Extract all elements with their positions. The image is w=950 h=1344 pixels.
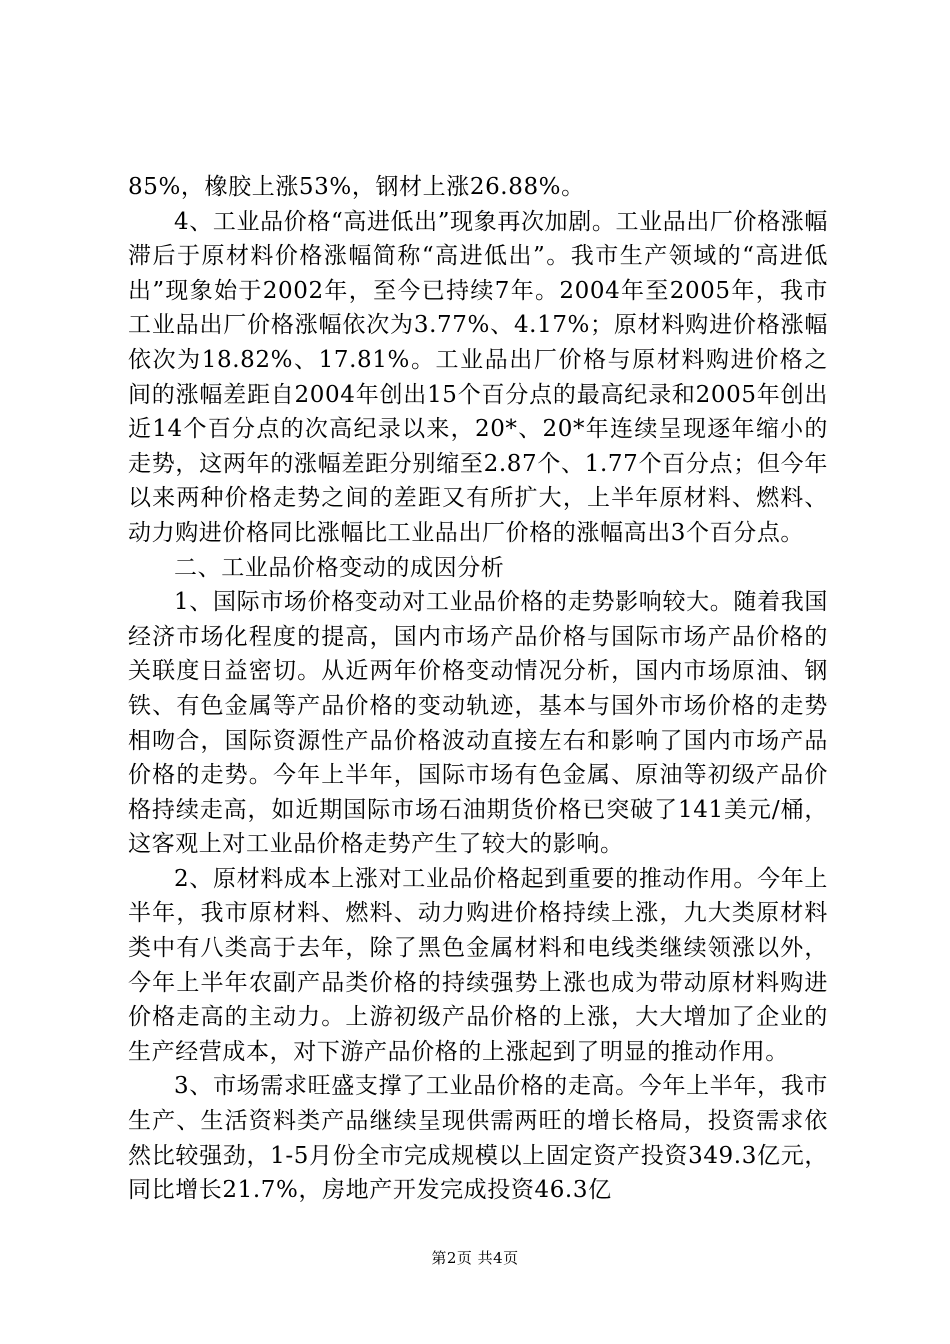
paragraph-international-market: 1、国际市场价格变动对工业品价格的走势影响较大。随着我国经济市场化程度的提高，国内市场产品价格与国际市场产品价格的关联度日益密切。从近两年价格变动情况分析，国内市场原油、钢铁、有色金属等产品价格的变动轨迹，基本与国外市场价格的走势相吻合，国际资源性产品价格波动直接左右和影响了国内市场产品价格的走势。今年上半年，国际市场有色金属、原油等初级产品价格持续走高，如近期国际市场石油期货价格已突破了141美元/桶，这客观上对工业品价格走势产生了较大的影响。 <box>128 589 828 858</box>
paragraph-market-demand: 3、市场需求旺盛支撑了工业品价格的走高。今年上半年，我市生产、生活资料类产品继续呈现供需两旺的增长格局，投资需求依然比较强劲，1-5月份全市完成规模以上固定资产投资349.3亿元，同比增长21.7%，房地产开发完成投资46.3亿 <box>128 1073 828 1204</box>
page-total: 共4页 <box>477 1249 519 1267</box>
section-heading-cause-analysis: 二、工业品价格变动的成因分析 <box>174 554 505 581</box>
document-body <box>128 170 828 1208</box>
page-number: 第2页 <box>431 1249 473 1267</box>
paragraph-high-in-low-out: 4、工业品价格“高进低出”现象再次加剧。工业品出厂价格涨幅滞后于原材料价格涨幅简称“高进低出”。我市生产领域的“高进低出”现象始于2002年，至今已持续7年。2004年至2005年，我市工业品出厂价格涨幅依次为3.77%、4.17%；原材料购进价格涨幅依次为18.82%、17.81%。工业品出厂价格与原材料购进价格之间的涨幅差距自2004年创出15个百分点的最高纪录和2005年创出近14个百分点的次高纪录以来，20*、20*年连续呈现逐年缩小的走势，这两年的涨幅差距分别缩至2.87个、1.77个百分点；但今年以来两种价格走势之间的差距又有所扩大，上半年原材料、燃料、动力购进价格同比涨幅比工业品出厂价格的涨幅高出3个百分点。 <box>128 208 828 546</box>
paragraph-raw-material-cost: 2、原材料成本上涨对工业品价格起到重要的推动作用。今年上半年，我市原材料、燃料、动力购进价格持续上涨，九大类原材料类中有八类高于去年，除了黑色金属材料和电线类继续领涨以外，今年上半年农副产品类价格的持续强势上涨也成为带动原材料购进价格走高的主动力。上游初级产品价格的上涨，大大增加了企业的生产经营成本，对下游产品价格的上涨起到了明显的推动作用。 <box>128 865 828 1065</box>
page-footer <box>0 1248 950 1268</box>
paragraph-continuation: 85%，橡胶上涨53%，钢材上涨26.88%。 <box>128 174 585 200</box>
